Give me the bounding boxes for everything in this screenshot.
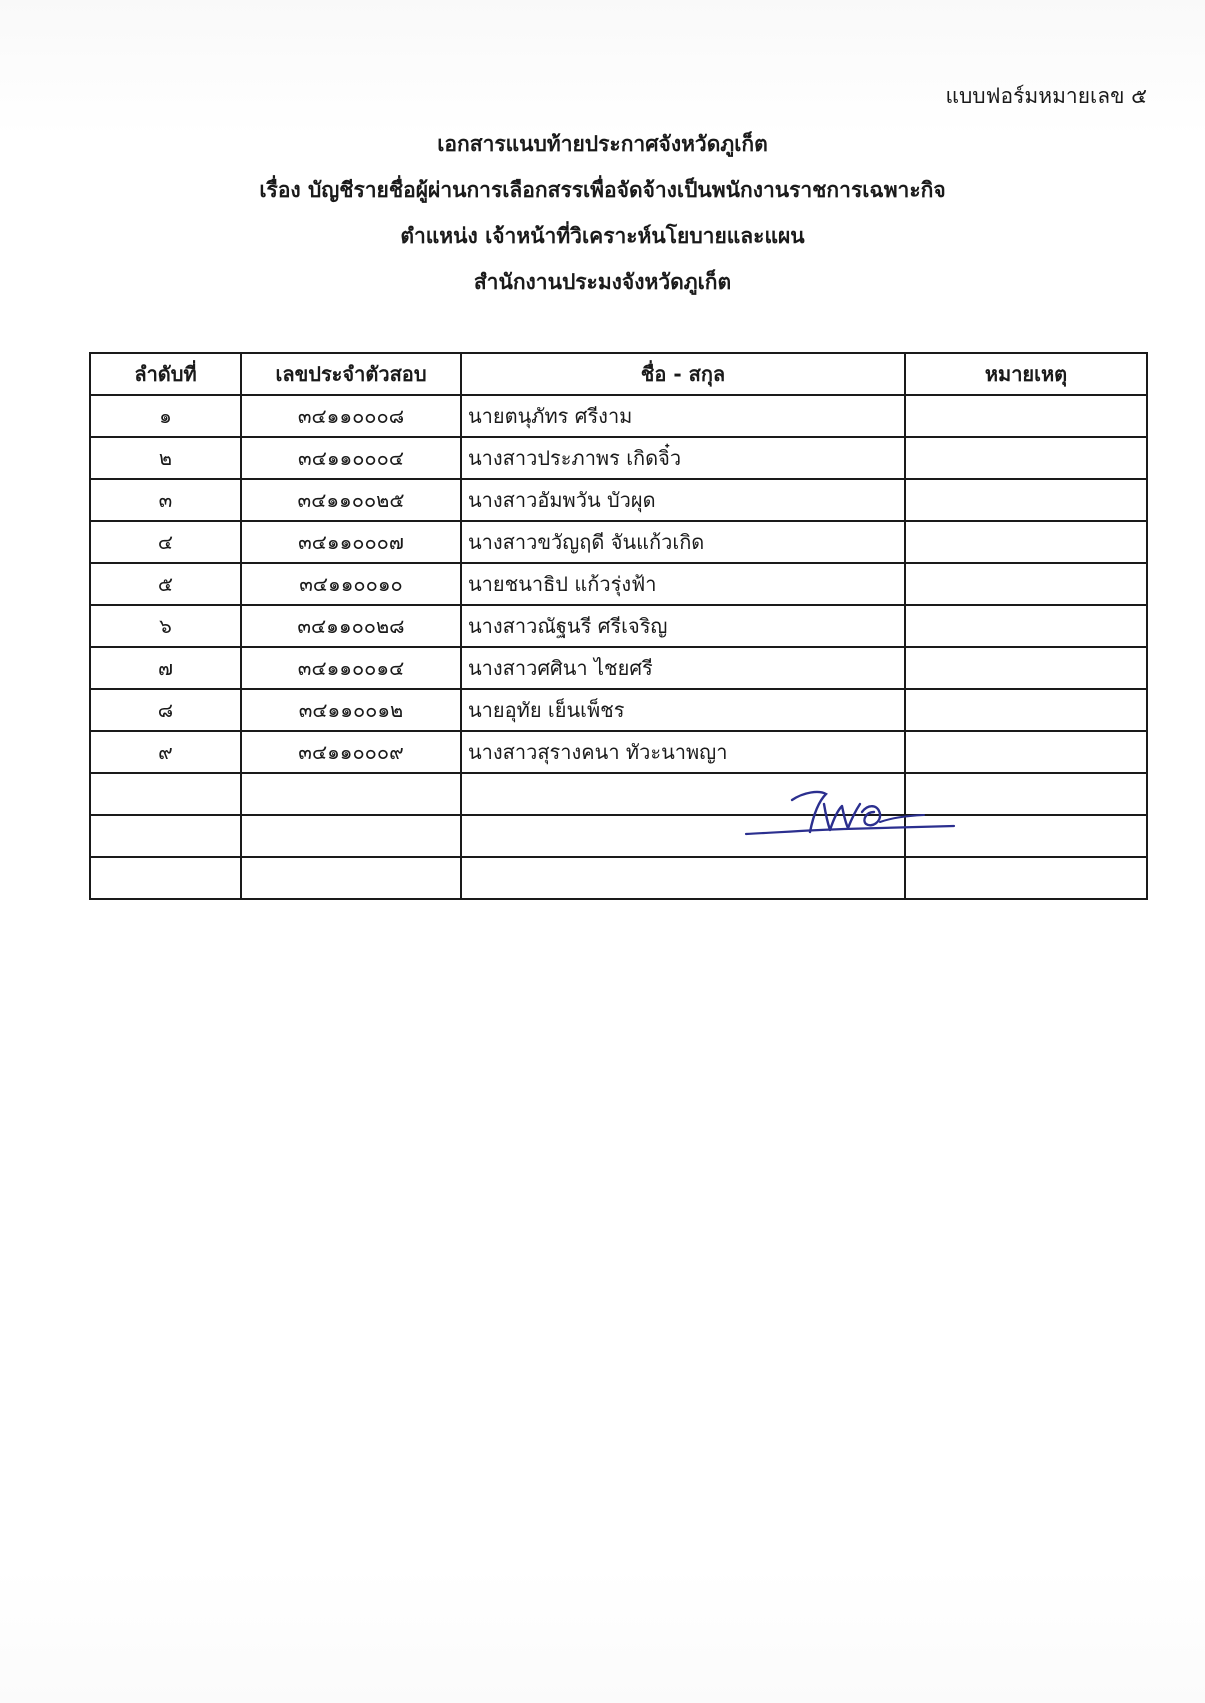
handwritten-signature [744, 782, 956, 842]
cell-exam-id [241, 857, 461, 899]
table-row [90, 647, 1147, 689]
cell-name: นายชนาธิป แก้วรุ่งฟ้า [461, 563, 905, 605]
cell-remark [905, 437, 1147, 479]
cell-name: นายอุทัย เย็นเพ็ชร [461, 689, 905, 731]
cell-exam-id: ๓๔๑๑๐๐๑๔ [241, 647, 461, 689]
cell-order [90, 815, 241, 857]
form-number: แบบฟอร์มหมายเลข ๕ [945, 84, 1147, 108]
cell-exam-id: ๓๔๑๑๐๐๒๕ [241, 479, 461, 521]
cell-order: ๓ [90, 479, 241, 521]
cell-exam-id: ๓๔๑๑๐๐๐๗ [241, 521, 461, 563]
header-name: ชื่อ - สกุล [461, 353, 905, 395]
cell-order: ๙ [90, 731, 241, 773]
cell-name: นางสาวประภาพร เกิดจิ๋ว [461, 437, 905, 479]
cell-order: ๖ [90, 605, 241, 647]
cell-order [90, 857, 241, 899]
cell-exam-id: ๓๔๑๑๐๐๑๒ [241, 689, 461, 731]
cell-name [461, 857, 905, 899]
cell-remark [905, 689, 1147, 731]
table-row-empty [90, 773, 1147, 815]
table-body [90, 395, 1147, 899]
cell-name: นางสาวอัมพวัน บัวผุด [461, 479, 905, 521]
candidate-table [89, 352, 1148, 900]
cell-order: ๗ [90, 647, 241, 689]
table-row [90, 437, 1147, 479]
cell-exam-id [241, 815, 461, 857]
table-row [90, 605, 1147, 647]
cell-name: นายตนุภัทร ศรีงาม [461, 395, 905, 437]
header-exam-id: เลขประจำตัวสอบ [241, 353, 461, 395]
cell-remark [905, 731, 1147, 773]
cell-order: ๔ [90, 521, 241, 563]
cell-remark [905, 563, 1147, 605]
document-office: สำนักงานประมงจังหวัดภูเก็ต [473, 270, 732, 294]
cell-exam-id: ๓๔๑๑๐๐๒๘ [241, 605, 461, 647]
document-title: เอกสารแนบท้ายประกาศจังหวัดภูเก็ต [437, 132, 768, 156]
table-row [90, 395, 1147, 437]
table-row [90, 689, 1147, 731]
cell-order: ๕ [90, 563, 241, 605]
cell-order: ๑ [90, 395, 241, 437]
cell-remark [905, 479, 1147, 521]
table-row [90, 521, 1147, 563]
cell-exam-id: ๓๔๑๑๐๐๐๙ [241, 731, 461, 773]
cell-exam-id: ๓๔๑๑๐๐๐๘ [241, 395, 461, 437]
cell-name: นางสาวขวัญฤดี จันแก้วเกิด [461, 521, 905, 563]
cell-order [90, 773, 241, 815]
cell-exam-id: ๓๔๑๑๐๐๐๔ [241, 437, 461, 479]
table-row-empty [90, 857, 1147, 899]
cell-remark [905, 647, 1147, 689]
cell-order: ๒ [90, 437, 241, 479]
document-subject: เรื่อง บัญชีรายชื่อผู้ผ่านการเลือกสรรเพื่อจัดจ้างเป็นพนักงานราชการเฉพาะกิจ [259, 178, 946, 202]
table-row-empty [90, 815, 1147, 857]
cell-name: นางสาวสุรางคนา ทัวะนาพญา [461, 731, 905, 773]
table-header-row [90, 353, 1147, 395]
cell-remark [905, 857, 1147, 899]
document-position: ตำแหน่ง เจ้าหน้าที่วิเคราะห์นโยบายและแผน [400, 224, 805, 248]
table-row [90, 563, 1147, 605]
table-row [90, 731, 1147, 773]
cell-remark [905, 605, 1147, 647]
cell-exam-id: ๓๔๑๑๐๐๑๐ [241, 563, 461, 605]
header-remark: หมายเหตุ [905, 353, 1147, 395]
table-row [90, 479, 1147, 521]
cell-order: ๘ [90, 689, 241, 731]
cell-name: นางสาวศศินา ไชยศรี [461, 647, 905, 689]
header-order: ลำดับที่ [90, 353, 241, 395]
cell-exam-id [241, 773, 461, 815]
cell-remark [905, 521, 1147, 563]
cell-remark [905, 395, 1147, 437]
cell-name: นางสาวณัฐนรี ศรีเจริญ [461, 605, 905, 647]
